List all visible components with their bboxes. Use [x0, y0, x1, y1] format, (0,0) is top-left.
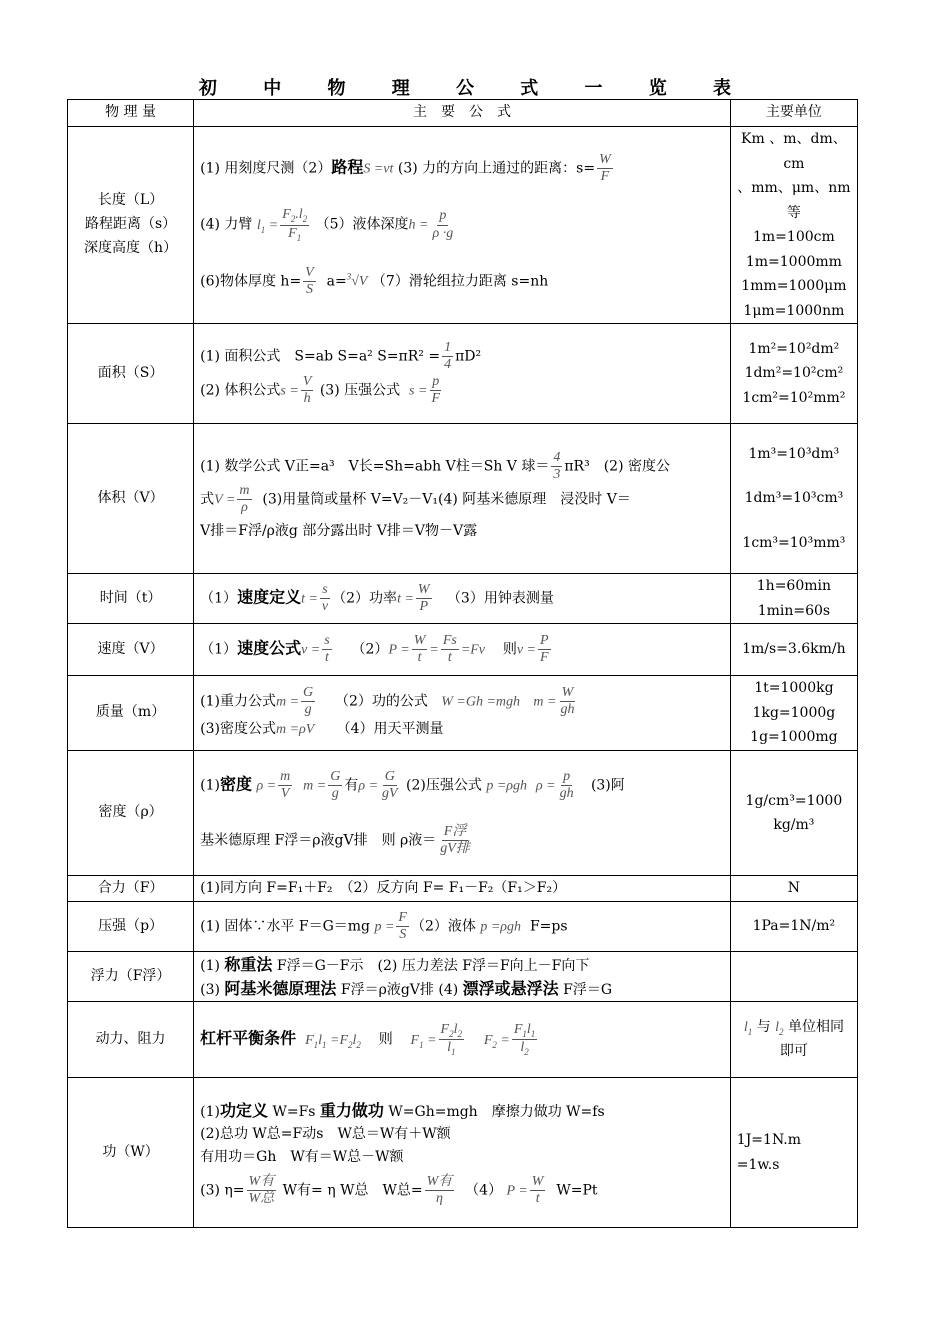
quantity-cell: 浮力（F浮）: [68, 952, 194, 1002]
formula-cell: （1）速度公式v = $\frac{s}{t}$ （2）P = $\frac{W}{t}$ = $\frac{Fs}{t}$ =Fv 则v = $\frac{P}{F}$: [194, 624, 731, 676]
unit-cell: [730, 952, 857, 1002]
quantity-cell: 体积（V）: [68, 424, 194, 574]
quantity-cell: 动力、阻力: [68, 1002, 194, 1078]
quantity-cell: 合力（F）: [68, 876, 194, 902]
table-row: [68, 676, 858, 751]
unit-cell: 1J=1N.m =1w.s: [730, 1078, 857, 1228]
formula-cell: (1) 面积公式 S=ab S=a² S=πR² = $\frac{1}{4}$ πD² (2) 体积公式s = $\frac{V}{h}$ (3) 压强公式 s = $\frac{p}{F}$: [194, 324, 731, 424]
table-row: [68, 1078, 858, 1228]
formula-cell: (1) 数学公式 V正=a³ V长=Sh=abh V柱＝Sh V 球＝ $\frac{4}{3}$ πR³ (2) 密度公 式V = $\frac{m}{\rho}$ (3)用量筒或量杯 V=V₂－V₁(4) 阿基米德原理 浸没时 V＝ V排＝F浮/ρ液g 部分露出时 V排＝V物－V露: [194, 424, 731, 574]
quantity-cell: 功（W）: [68, 1078, 194, 1228]
table-row: [68, 424, 858, 574]
table-row: [68, 876, 858, 902]
quantity-cell: 压强（p）: [68, 902, 194, 952]
unit-cell: 1h=60min 1min=60s: [730, 574, 857, 624]
formula-cell: （1）速度定义t = $\frac{s}{v}$ （2）功率t = $\frac{W}{P}$ （3）用钟表测量: [194, 574, 731, 624]
table-row: [68, 127, 858, 324]
formula-table: [67, 99, 858, 1228]
table-row: [68, 1002, 858, 1078]
header-quantity: 物 理 量: [68, 100, 194, 127]
unit-cell: 1m²=10²dm² 1dm²=10²cm² 1cm²=10²mm²: [730, 324, 857, 424]
quantity-cell: 时间（t）: [68, 574, 194, 624]
table-row: [68, 751, 858, 876]
formula-cell: (1)同方向 F=F₁＋F₂ （2）反方向 F= F₁－F₂（F₁＞F₂）: [194, 876, 731, 902]
unit-cell: 1t=1000kg 1kg=1000g 1g=1000mg: [730, 676, 857, 751]
unit-cell: N: [730, 876, 857, 902]
table-row: [68, 324, 858, 424]
formula-cell: (1)功定义 W=Fs 重力做功 W=Gh=mgh 摩擦力做功 W=fs (2)总功 W总=F动s W总＝W有＋W额 有用功＝Gh W有＝W总－W额 (3) η= $\frac{\text{W有}}{\text{W总}}$ W有= η W总 W总= $\frac{\text{W有}}{\eta}$ （4） P = $\frac{W}{t}$ W=Pt: [194, 1078, 731, 1228]
page-title: 初 中 物 理 公 式 一 览 表: [198, 78, 752, 99]
quantity-cell: 密度（ρ）: [68, 751, 194, 876]
quantity-cell: 速度（V）: [68, 624, 194, 676]
table-row: [68, 902, 858, 952]
header-row: [68, 100, 858, 127]
formula-cell: (1) 称重法 F浮＝G－F示 (2) 压力差法 F浮＝F向上－F向下 (3) 阿基米德原理法 F浮＝ρ液gV排 (4) 漂浮或悬浮法 F浮＝G: [194, 952, 731, 1002]
quantity-cell: 长度（L） 路程距离（s） 深度高度（h）: [68, 127, 194, 324]
unit-cell: Km 、m、dm、cm 、mm、μm、nm 等 1m=100cm 1m=1000mm 1mm=1000μm 1μm=1000nm: [730, 127, 857, 324]
table-row: [68, 624, 858, 676]
formula-cell: 杠杆平衡条件 $F_1l_1 =F_2l_2$ 则 $F_1$ = $\frac{F_2l_2}{l_1}$ $F_2$ = $\frac{F_1l_1}{l_2}$: [194, 1002, 731, 1078]
unit-cell: $l_1$ 与 $l_2$ 单位相同 即可: [730, 1002, 857, 1078]
quantity-cell: 面积（S）: [68, 324, 194, 424]
formula-cell: (1)密度 ρ = $\frac{m}{V}$ m = $\frac{G}{g}$ 有ρ = $\frac{G}{gV}$ (2)压强公式 p =ρgh ρ = $\frac{p}{gh}$ (3)阿 基米德原理 F浮＝ρ液gV排 则 ρ液＝ $\frac{\text{F浮}}{\text{gV排}}$: [194, 751, 731, 876]
formula-cell: (1) 固体∵水平 F＝G＝mg p = $\frac{F}{S}$ （2）液体 p =ρgh F=ps: [194, 902, 731, 952]
unit-cell: 1m³=10³dm³ 1dm³=10³cm³ 1cm³=10³mm³: [730, 424, 857, 574]
header-unit: 主要单位: [730, 100, 857, 127]
unit-cell: 1Pa=1N/m²: [730, 902, 857, 952]
unit-cell: 1m/s=3.6km/h: [730, 624, 857, 676]
table-row: [68, 952, 858, 1002]
unit-cell: 1g/cm³=1000 kg/m³: [730, 751, 857, 876]
table-row: [68, 574, 858, 624]
formula-cell: (1) 用刻度尺测（2）路程S =vt (3) 力的方向上通过的距离：s= $\frac{W}{F}$ (4) 力臂 $l_1$ = $\frac{F_2.l_2}{F_1}$ （5）液体深度h = $\frac{p}{\rho \cdot g}$ (6)物体厚度 h= $\frac{V}{S}$ a=$^3$√V （7）滑轮组拉力距离 s=nh: [194, 127, 731, 324]
quantity-cell: 质量（m）: [68, 676, 194, 751]
header-formula: 主 要 公 式: [194, 100, 731, 127]
formula-cell: (1)重力公式m = $\frac{G}{g}$ （2）功的公式 W =Gh =mgh m = $\frac{W}{gh}$ (3)密度公式m =ρV （4）用天平测量: [194, 676, 731, 751]
